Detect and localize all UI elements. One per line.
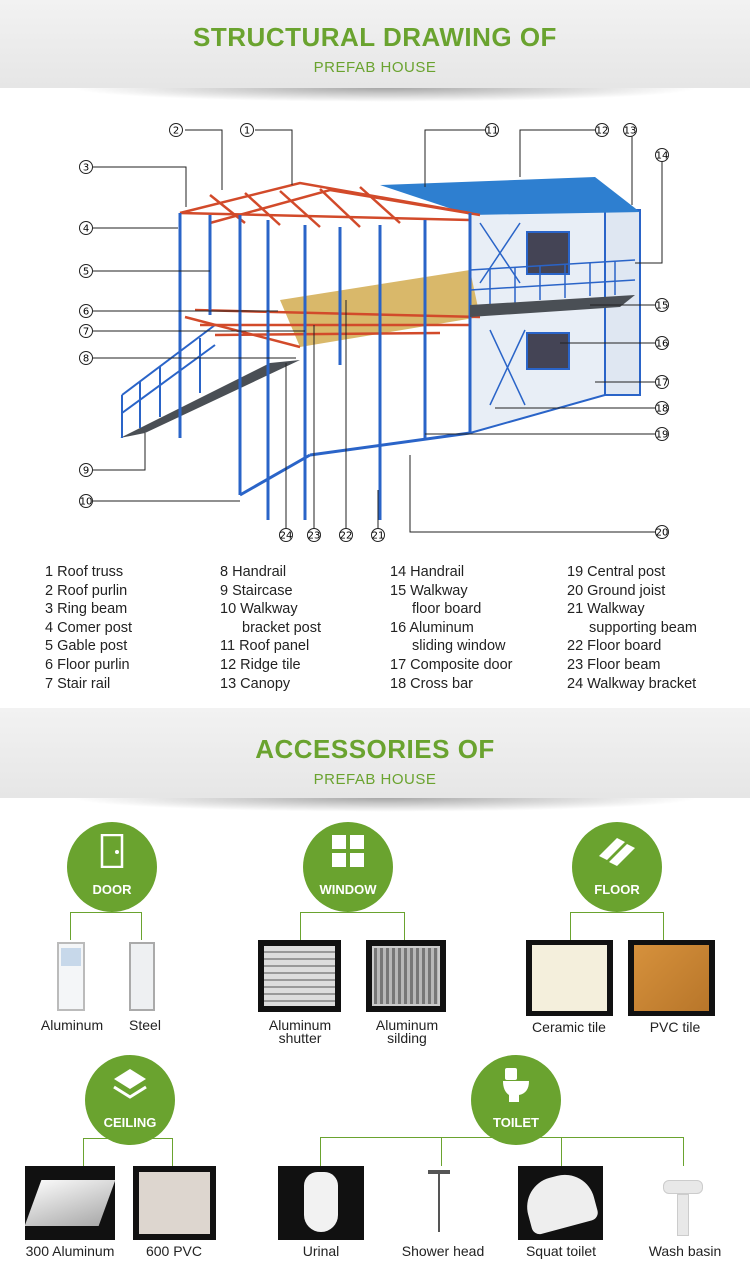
sliding-window bbox=[527, 333, 569, 369]
legend-item: floor board bbox=[412, 601, 482, 618]
floor-label: FLOOR bbox=[594, 882, 640, 897]
legend-col-3 bbox=[390, 563, 513, 693]
callout-number: 6 bbox=[82, 306, 90, 318]
legend-item: 8 Handrail bbox=[220, 564, 287, 580]
ceiling-category bbox=[85, 1055, 175, 1145]
window-item-label-line: Aluminum bbox=[375, 1017, 439, 1033]
toilet-tree bbox=[320, 1137, 684, 1166]
ceiling-label: CEILING bbox=[103, 1115, 157, 1130]
tree-stem bbox=[561, 1137, 562, 1166]
toilet-category bbox=[471, 1055, 561, 1145]
header-structural bbox=[0, 0, 750, 88]
callout-number: 4 bbox=[82, 223, 90, 235]
toilet-item-label: Urinal bbox=[302, 1243, 340, 1259]
legend-col-2 bbox=[220, 563, 321, 693]
legend-item: 2 Roof purlin bbox=[45, 582, 128, 599]
floor-ceramic-thumb bbox=[526, 940, 613, 1016]
door-item-label: Steel bbox=[129, 1017, 161, 1033]
legend-item: bracket post bbox=[242, 619, 321, 636]
window-sliding-thumb bbox=[366, 940, 446, 1012]
legend-item: 4 Comer post bbox=[45, 619, 133, 636]
legend-item: 21 Walkway bbox=[567, 601, 645, 618]
legend-item: 15 Walkway bbox=[390, 582, 468, 599]
tree-stem bbox=[347, 904, 348, 912]
legend-item: 24 Walkway bracket bbox=[567, 675, 697, 692]
window-icon bbox=[303, 834, 393, 873]
floor-icon bbox=[572, 834, 662, 873]
legend-item: 9 Staircase bbox=[220, 582, 293, 599]
sliding-window bbox=[527, 232, 569, 274]
legend-item: 7 Stair rail bbox=[45, 675, 111, 692]
toilet-basin-thumb bbox=[641, 1166, 725, 1240]
legend-item: 12 Ridge tile bbox=[220, 656, 301, 673]
callout-number: 14 bbox=[655, 150, 669, 162]
door-label: DOOR bbox=[92, 882, 132, 897]
tree-stem bbox=[616, 904, 617, 912]
toilet-item-label: Squat toilet bbox=[525, 1243, 597, 1259]
floor-category bbox=[572, 822, 662, 912]
legend-item: 1 Roof truss bbox=[45, 564, 124, 580]
legend-item: 10 Walkway bbox=[220, 601, 298, 618]
callout-number: 5 bbox=[82, 266, 90, 278]
tree-stem bbox=[130, 1136, 131, 1138]
callout-number: 20 bbox=[655, 527, 669, 539]
toilet-item-label: Wash basin bbox=[648, 1243, 722, 1259]
window-item-label-line: Aluminum bbox=[268, 1017, 332, 1033]
legend-item: sliding window bbox=[412, 638, 506, 655]
tree-stem bbox=[111, 904, 112, 912]
legend-item: 13 Canopy bbox=[220, 675, 291, 692]
callout-number: 7 bbox=[82, 326, 90, 338]
legend-item: 6 Floor purlin bbox=[45, 656, 130, 673]
callout-number: 18 bbox=[655, 403, 669, 415]
legend-item: 20 Ground joist bbox=[567, 582, 666, 599]
ceiling-item-label: 600 PVC bbox=[145, 1243, 203, 1259]
toilet-shower-thumb bbox=[414, 1166, 466, 1240]
ceiling-item-label: 300 Aluminum bbox=[25, 1243, 115, 1259]
door-icon bbox=[67, 834, 157, 873]
tree-stem bbox=[441, 1137, 442, 1166]
callout-number: 15 bbox=[655, 300, 669, 312]
callout-number: 17 bbox=[655, 377, 669, 389]
legend-item: supporting beam bbox=[589, 619, 698, 636]
callout-number: 24 bbox=[279, 530, 293, 542]
legend-item: 19 Central post bbox=[567, 564, 666, 580]
door-item-label: Aluminum bbox=[40, 1017, 104, 1033]
callout-number: 8 bbox=[82, 353, 90, 365]
ceiling-aluminum-thumb bbox=[25, 1166, 115, 1240]
door-tree bbox=[70, 912, 142, 940]
callout-number: 22 bbox=[339, 530, 353, 542]
legend-item: 22 Floor board bbox=[567, 638, 662, 655]
ceiling-icon bbox=[85, 1067, 175, 1106]
section-title: STRUCTURAL DRAWING OF bbox=[193, 22, 557, 52]
window-item-label bbox=[250, 1019, 350, 1045]
callout-number: 12 bbox=[595, 125, 609, 137]
legend-item: 23 Floor beam bbox=[567, 656, 661, 673]
toilet-item-label: Shower head bbox=[401, 1243, 485, 1259]
floor-pvc-thumb bbox=[628, 940, 715, 1016]
toilet-label: TOILET bbox=[493, 1115, 539, 1130]
door-steel-thumb bbox=[126, 940, 159, 1013]
window-category bbox=[303, 822, 393, 912]
callout-number: 9 bbox=[82, 465, 90, 477]
window-item-label-line: silding bbox=[387, 1030, 427, 1046]
ceiling-pvc-thumb bbox=[133, 1166, 216, 1240]
section-title: ACCESSORIES OF bbox=[255, 734, 495, 764]
callout-number: 16 bbox=[655, 338, 669, 350]
callout-number: 13 bbox=[623, 125, 637, 137]
legend-item: 18 Cross bar bbox=[390, 675, 474, 692]
window-shutter-thumb bbox=[258, 940, 341, 1012]
divider-shadow bbox=[70, 798, 700, 812]
callout-number: 3 bbox=[82, 162, 90, 174]
callout-number: 11 bbox=[485, 125, 499, 137]
section-subtitle: PREFAB HOUSE bbox=[313, 771, 437, 788]
callout-number: 21 bbox=[371, 530, 385, 542]
ceiling-tree bbox=[83, 1138, 173, 1166]
legend-col-4 bbox=[567, 563, 697, 693]
floor-item-label: Ceramic tile bbox=[532, 1019, 606, 1035]
legend-item: 11 Roof panel bbox=[220, 638, 310, 655]
legend-item: 3 Ring beam bbox=[45, 601, 128, 618]
door-category bbox=[67, 822, 157, 912]
legend-item: 16 Aluminum bbox=[390, 619, 474, 636]
toilet-urinal-thumb bbox=[278, 1166, 364, 1240]
roof-panel bbox=[380, 177, 640, 215]
toilet-squat-thumb bbox=[518, 1166, 603, 1240]
floor-tree bbox=[570, 912, 664, 940]
callout-number: 1 bbox=[243, 125, 251, 137]
floor-item-label: PVC tile bbox=[649, 1019, 701, 1035]
callout-number: 23 bbox=[307, 530, 321, 542]
window-item-label-line: shutter bbox=[278, 1030, 322, 1046]
structural-diagram bbox=[0, 95, 750, 555]
door-aluminum-thumb bbox=[53, 940, 90, 1013]
legend-item: 14 Handrail bbox=[390, 564, 465, 580]
legend-item: 17 Composite door bbox=[390, 656, 513, 673]
callout-number: 2 bbox=[172, 125, 180, 137]
section-subtitle: PREFAB HOUSE bbox=[313, 59, 437, 76]
window-label: WINDOW bbox=[319, 882, 377, 897]
header-accessories bbox=[0, 708, 750, 798]
callout-number: 10 bbox=[79, 496, 93, 508]
legend-item: 5 Gable post bbox=[45, 638, 128, 655]
ground-joist bbox=[240, 433, 470, 495]
window-item-label bbox=[357, 1019, 457, 1045]
staircase bbox=[120, 360, 300, 438]
legend-col-1 bbox=[45, 563, 132, 693]
posts bbox=[180, 213, 470, 520]
toilet-icon bbox=[471, 1067, 561, 1108]
window-tree bbox=[300, 912, 405, 940]
callout-number: 19 bbox=[655, 429, 669, 441]
